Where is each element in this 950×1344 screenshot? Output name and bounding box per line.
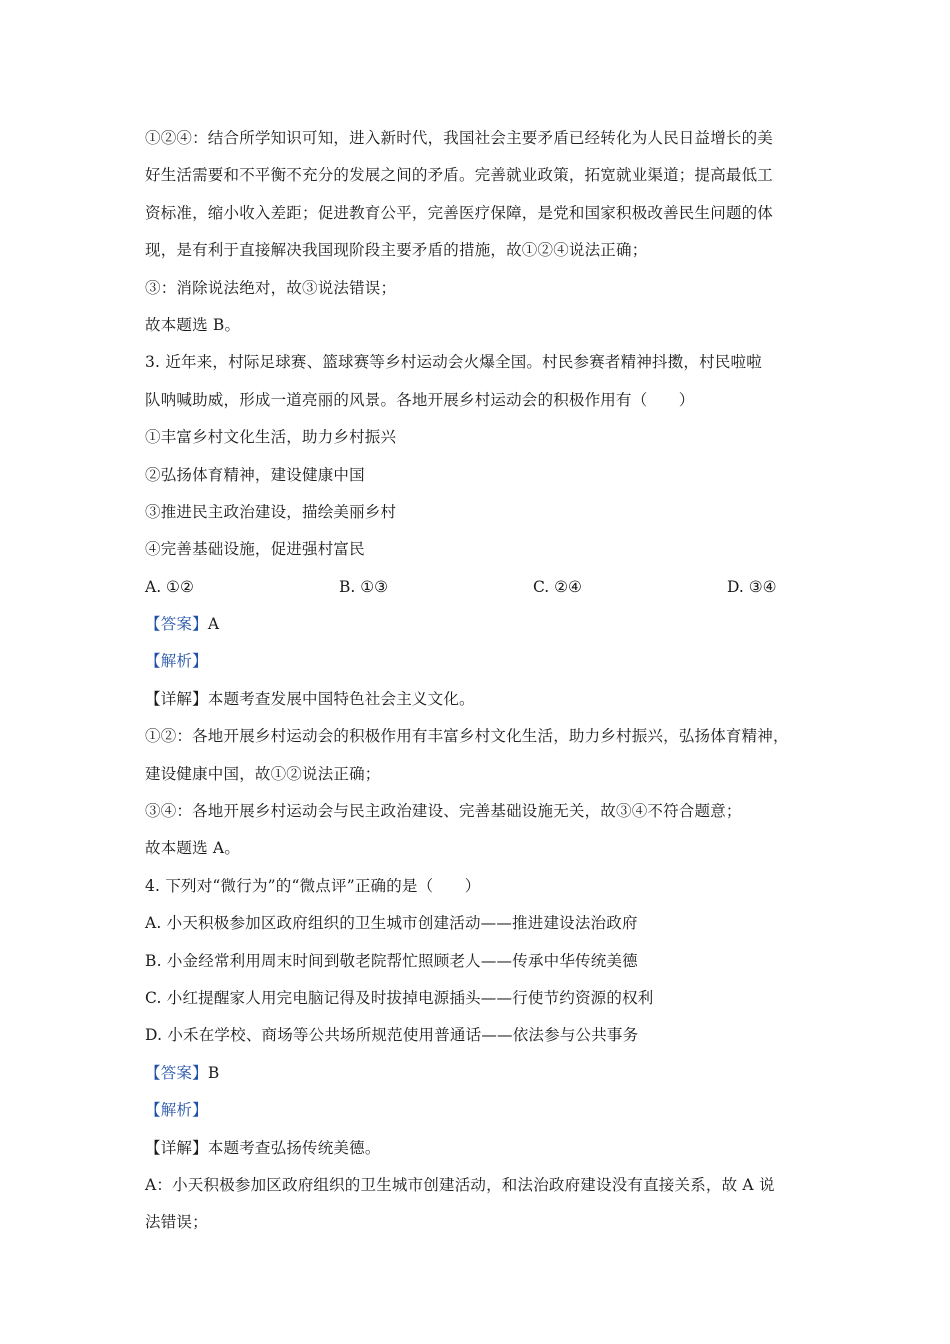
q3-conclusion: 故本题选 A。: [145, 839, 241, 858]
q3-item-1: ①丰富乡村文化生活，助力乡村振兴: [145, 428, 397, 447]
detail-text: 本题考查弘扬传统美德。: [207, 1138, 381, 1157]
q3-analysis-line-2: 建设健康中国，故①②说法正确；: [145, 764, 381, 783]
q3-analysis-heading: [145, 643, 825, 680]
q3-item-2: ②弘扬体育精神，建设健康中国: [145, 465, 365, 484]
q3-stem-line-1: 3. 近年来，村际足球赛、篮球赛等乡村运动会火爆全国。村民参赛者精神抖擞，村民啦啦: [145, 353, 762, 372]
answer-value: B: [207, 1063, 220, 1082]
q2-analysis-line-2: 好生活需要和不平衡不充分的发展之间的矛盾。完善就业政策，拓宽就业渠道；提高最低工: [145, 166, 774, 185]
q4-analysis-heading: [145, 1092, 825, 1129]
document-content: [145, 120, 825, 1242]
q3-option-c: C. ②④: [533, 577, 582, 596]
q3-item-4: ④完善基础设施，促进强村富民: [145, 540, 365, 559]
detail-text: 本题考查发展中国特色社会主义文化。: [207, 689, 475, 708]
q3-item-3: ③推进民主政治建设，描绘美丽乡村: [145, 502, 397, 521]
q4-stem: 4. 下列对“微行为”的“微点评”正确的是（ ）: [145, 876, 481, 895]
q4-detail: [145, 1130, 825, 1167]
detail-tag: 【详解】: [145, 1138, 208, 1157]
q2-analysis-line-1: ①②④：结合所学知识可知，进入新时代，我国社会主要矛盾已经转化为人民日益增长的美: [145, 129, 774, 147]
q3-analysis-line-3: ③④：各地开展乡村运动会与民主政治建设、完善基础设施无关，故③④不符合题意；: [145, 802, 742, 821]
q3-options: [145, 569, 825, 606]
q4-option-c: C. 小红提醒家人用完电脑记得及时拔掉电源插头——行使节约资源的权利: [145, 988, 654, 1007]
q3-detail: [145, 681, 825, 718]
q3-option-a: A. ①②: [145, 577, 194, 596]
q3-option-d: D. ③④: [727, 577, 777, 596]
analysis-tag: 【解析】: [145, 1101, 208, 1120]
q4-analysis-line-1: A：小天积极参加区政府组织的卫生城市创建活动，和法治政府建设没有直接关系，故 A 说: [145, 1175, 775, 1194]
q2-analysis-point-3: ③：消除说法绝对，故③说法错误；: [145, 278, 397, 297]
q3-option-b: B. ①③: [339, 577, 389, 596]
q4-answer: [145, 1055, 825, 1092]
q3-analysis-line-1: ①②：各地开展乡村运动会的积极作用有丰富乡村文化生活，助力乡村振兴，弘扬体育精神，: [145, 727, 789, 746]
q4-analysis-line-2: 法错误；: [145, 1213, 208, 1232]
q4-option-b: B. 小金经常利用周末时间到敬老院帮忙照顾老人——传承中华传统美德: [145, 951, 638, 970]
analysis-tag: 【解析】: [145, 652, 208, 671]
q3-stem-line-2: 队呐喊助威，形成一道亮丽的风景。各地开展乡村运动会的积极作用有（ ）: [145, 390, 695, 409]
answer-tag: 【答案】: [145, 615, 208, 634]
q2-analysis-line-3: 资标准，缩小收入差距；促进教育公平，完善医疗保障，是党和国家积极改善民生问题的体: [145, 203, 774, 222]
detail-tag: 【详解】: [145, 689, 208, 708]
answer-tag: 【答案】: [145, 1063, 208, 1082]
q2-analysis-line-4: 现，是有利于直接解决我国现阶段主要矛盾的措施，故①②④说法正确；: [145, 241, 648, 260]
q3-answer: [145, 606, 825, 643]
q4-option-d: D. 小禾在学校、商场等公共场所规范使用普通话——依法参与公共事务: [145, 1026, 639, 1045]
q4-option-a: A. 小天积极参加区政府组织的卫生城市创建活动——推进建设法治政府: [145, 914, 638, 933]
q2-conclusion: 故本题选 B。: [145, 315, 241, 334]
answer-value: A: [207, 615, 220, 634]
